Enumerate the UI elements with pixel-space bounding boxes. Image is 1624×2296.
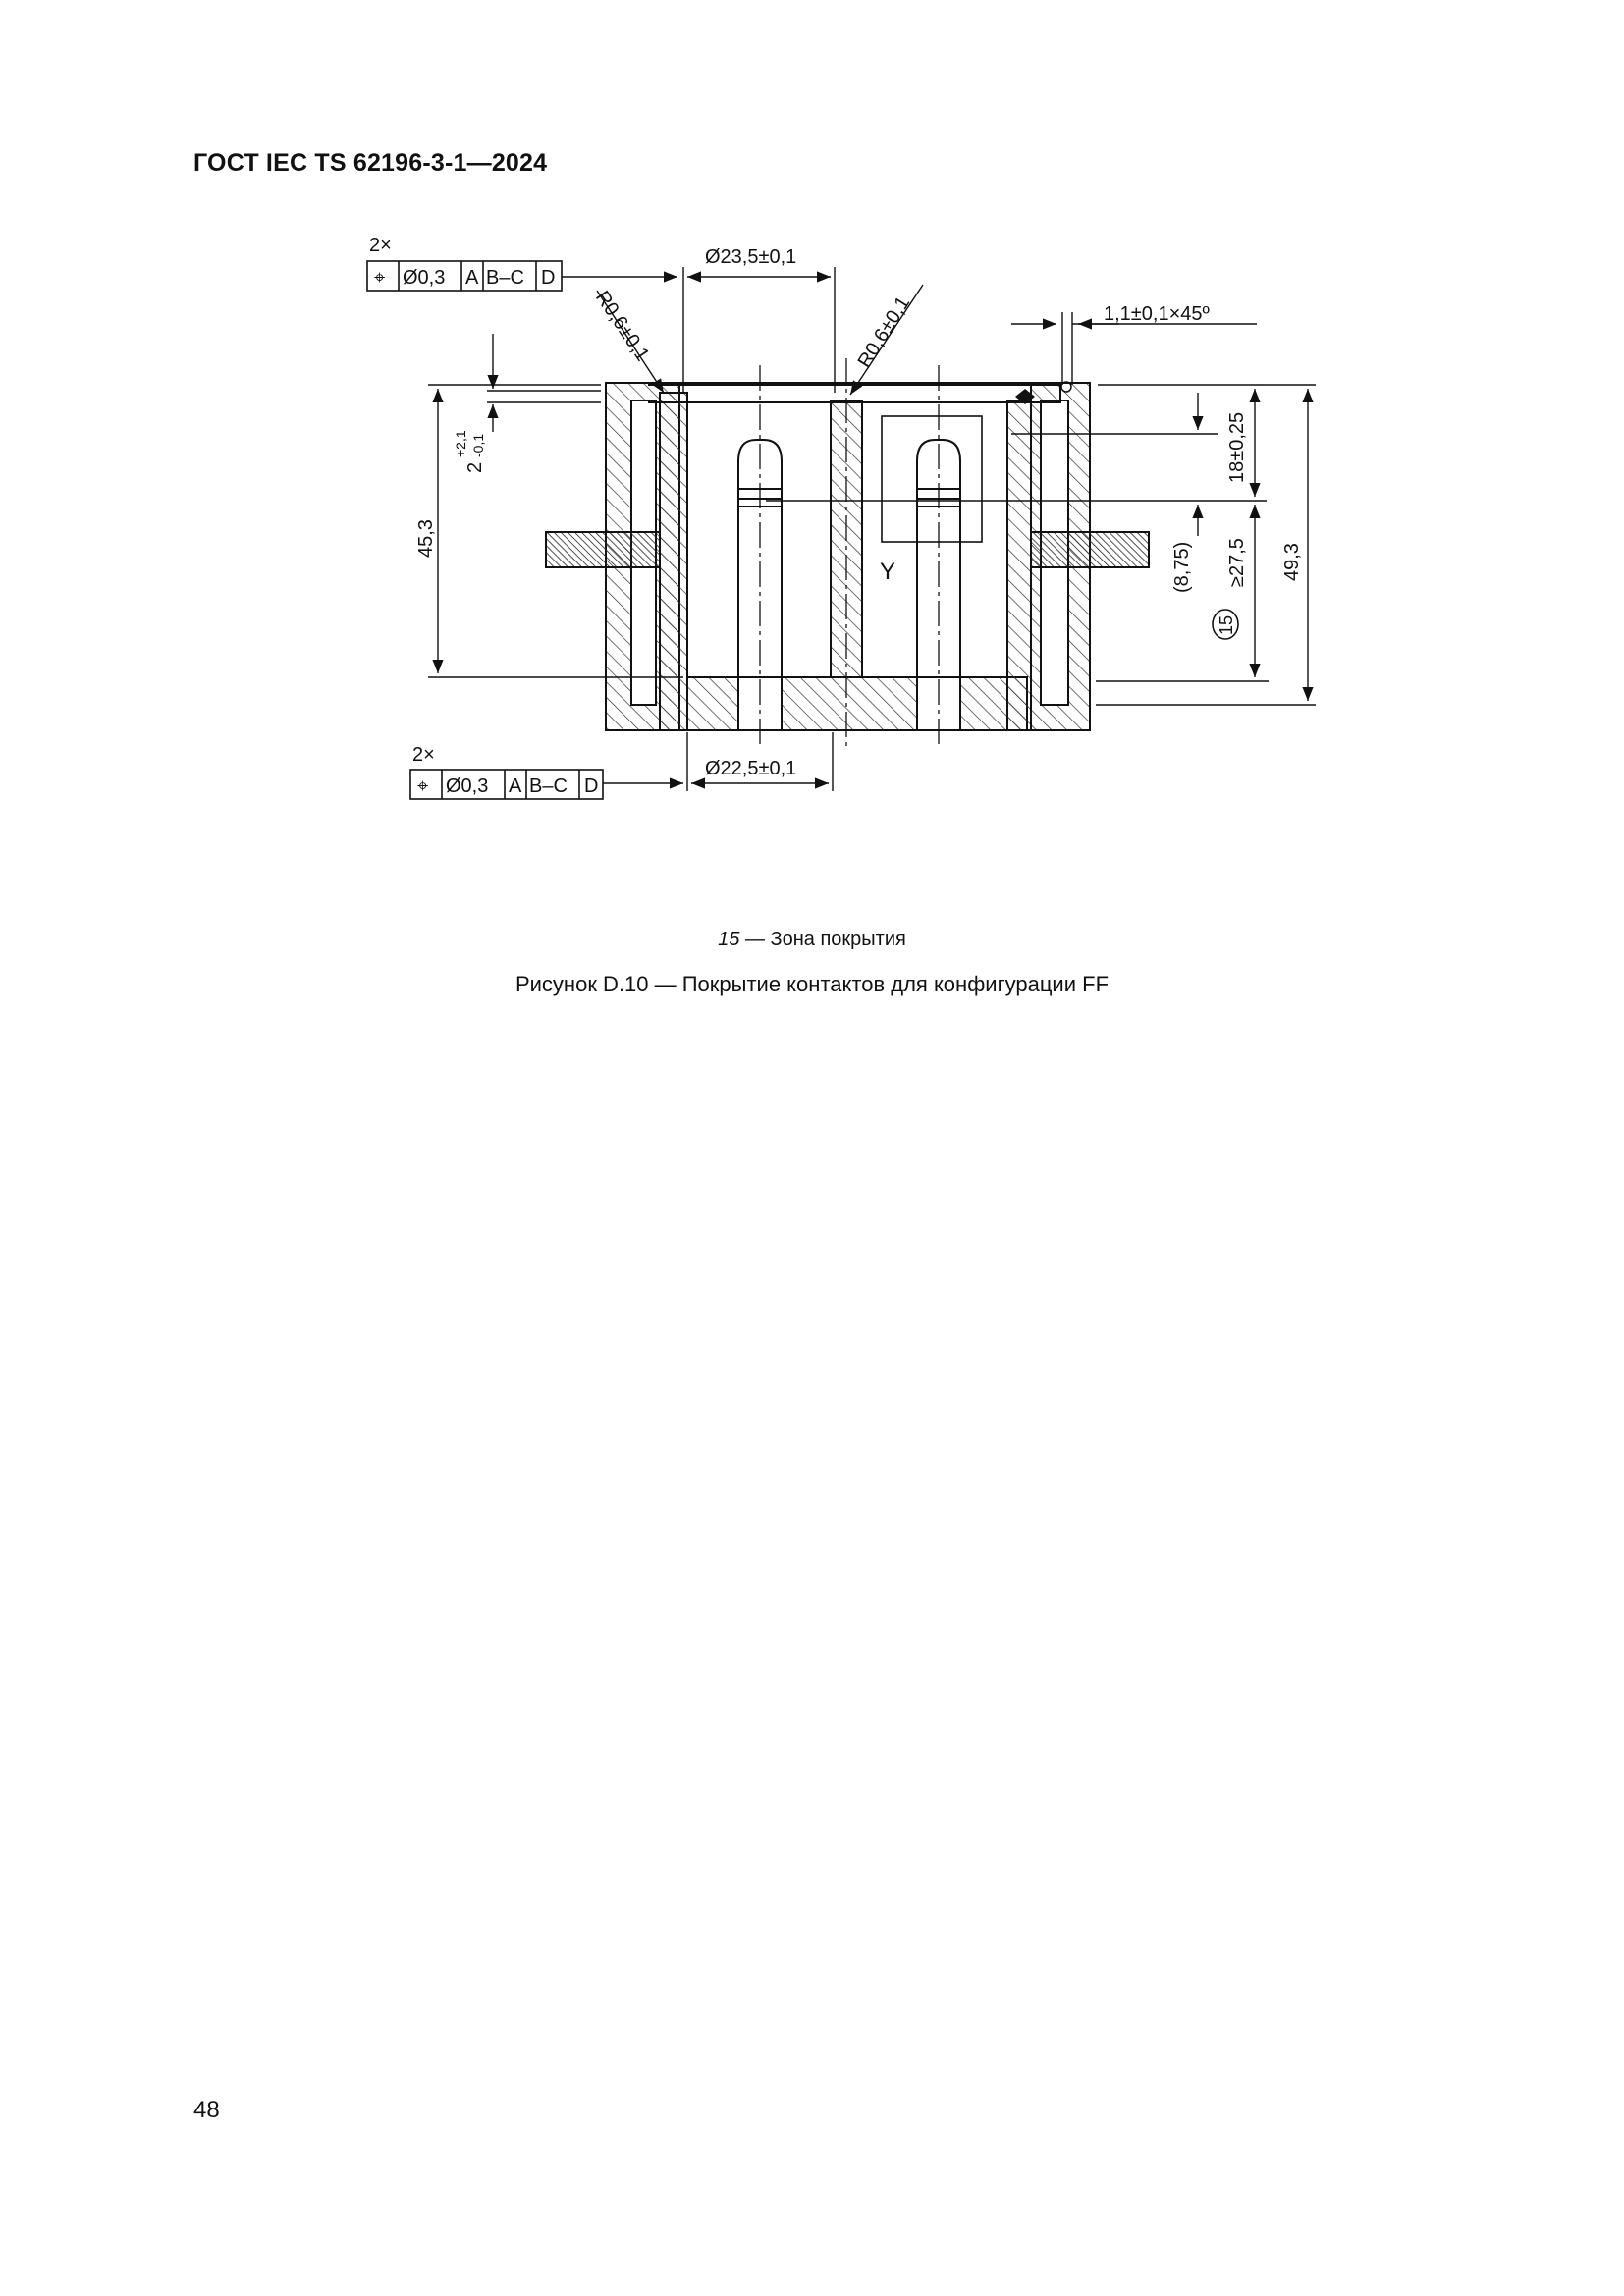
dim-height-275: ≥27,5 <box>1226 538 1248 587</box>
detail-y-label: Y <box>880 559 896 585</box>
dim-height-left: 45,3 <box>415 519 437 558</box>
dim-chamfer: 1,1±0,1×45º <box>1104 303 1210 325</box>
dim-height-total: 49,3 <box>1281 543 1303 581</box>
dim-height-875: (8,75) <box>1171 541 1193 593</box>
legend-number: 15 <box>718 929 740 950</box>
position-icon: ⌖ <box>374 267 386 289</box>
callout-15: 15 <box>1217 614 1236 635</box>
dim-height-18: 18±0,25 <box>1226 411 1248 483</box>
fcf-bottom-datum-d: D <box>584 775 599 797</box>
housing-section <box>606 383 1090 730</box>
dim-radius-left: R0,6±0,1 <box>590 287 654 365</box>
figure-caption: Рисунок D.10 — Покрытие контактов для конфигурации FF <box>514 972 1110 996</box>
fcf-bottom-multiplier: 2× <box>412 744 435 766</box>
fcf-bottom-datum-a: A <box>509 775 522 797</box>
position-icon: ⌖ <box>417 775 429 797</box>
page-number: 48 <box>193 2097 220 2123</box>
figure-legend <box>0 929 1624 951</box>
fcf-bottom-tolerance: Ø0,3 <box>446 775 489 797</box>
dim-dia-top: Ø23,5±0,1 <box>705 246 797 268</box>
legend-text: — Зона покрытия <box>739 929 906 950</box>
dim-depth-lower: -0,1 <box>470 433 486 457</box>
dim-radius-right: R0,6±0,1 <box>853 293 915 372</box>
dim-dia-bottom: Ø22,5±0,1 <box>705 758 797 779</box>
fcf-top-tolerance: Ø0,3 <box>403 267 446 289</box>
fcf-top-datum-a: A <box>465 267 479 289</box>
fcf-top-multiplier: 2× <box>369 235 392 256</box>
document-header: ГОСТ IEC TS 62196-3-1—2024 <box>193 149 548 177</box>
fcf-bottom <box>410 744 603 799</box>
fcf-top-datum-bc: B–C <box>486 267 524 289</box>
fcf-bottom-datum-bc: B–C <box>529 775 568 797</box>
dim-depth-upper: +2,1 <box>453 430 468 457</box>
fcf-top <box>367 235 562 291</box>
dim-depth-main: 2 <box>464 461 486 473</box>
fcf-top-datum-d: D <box>541 267 556 289</box>
